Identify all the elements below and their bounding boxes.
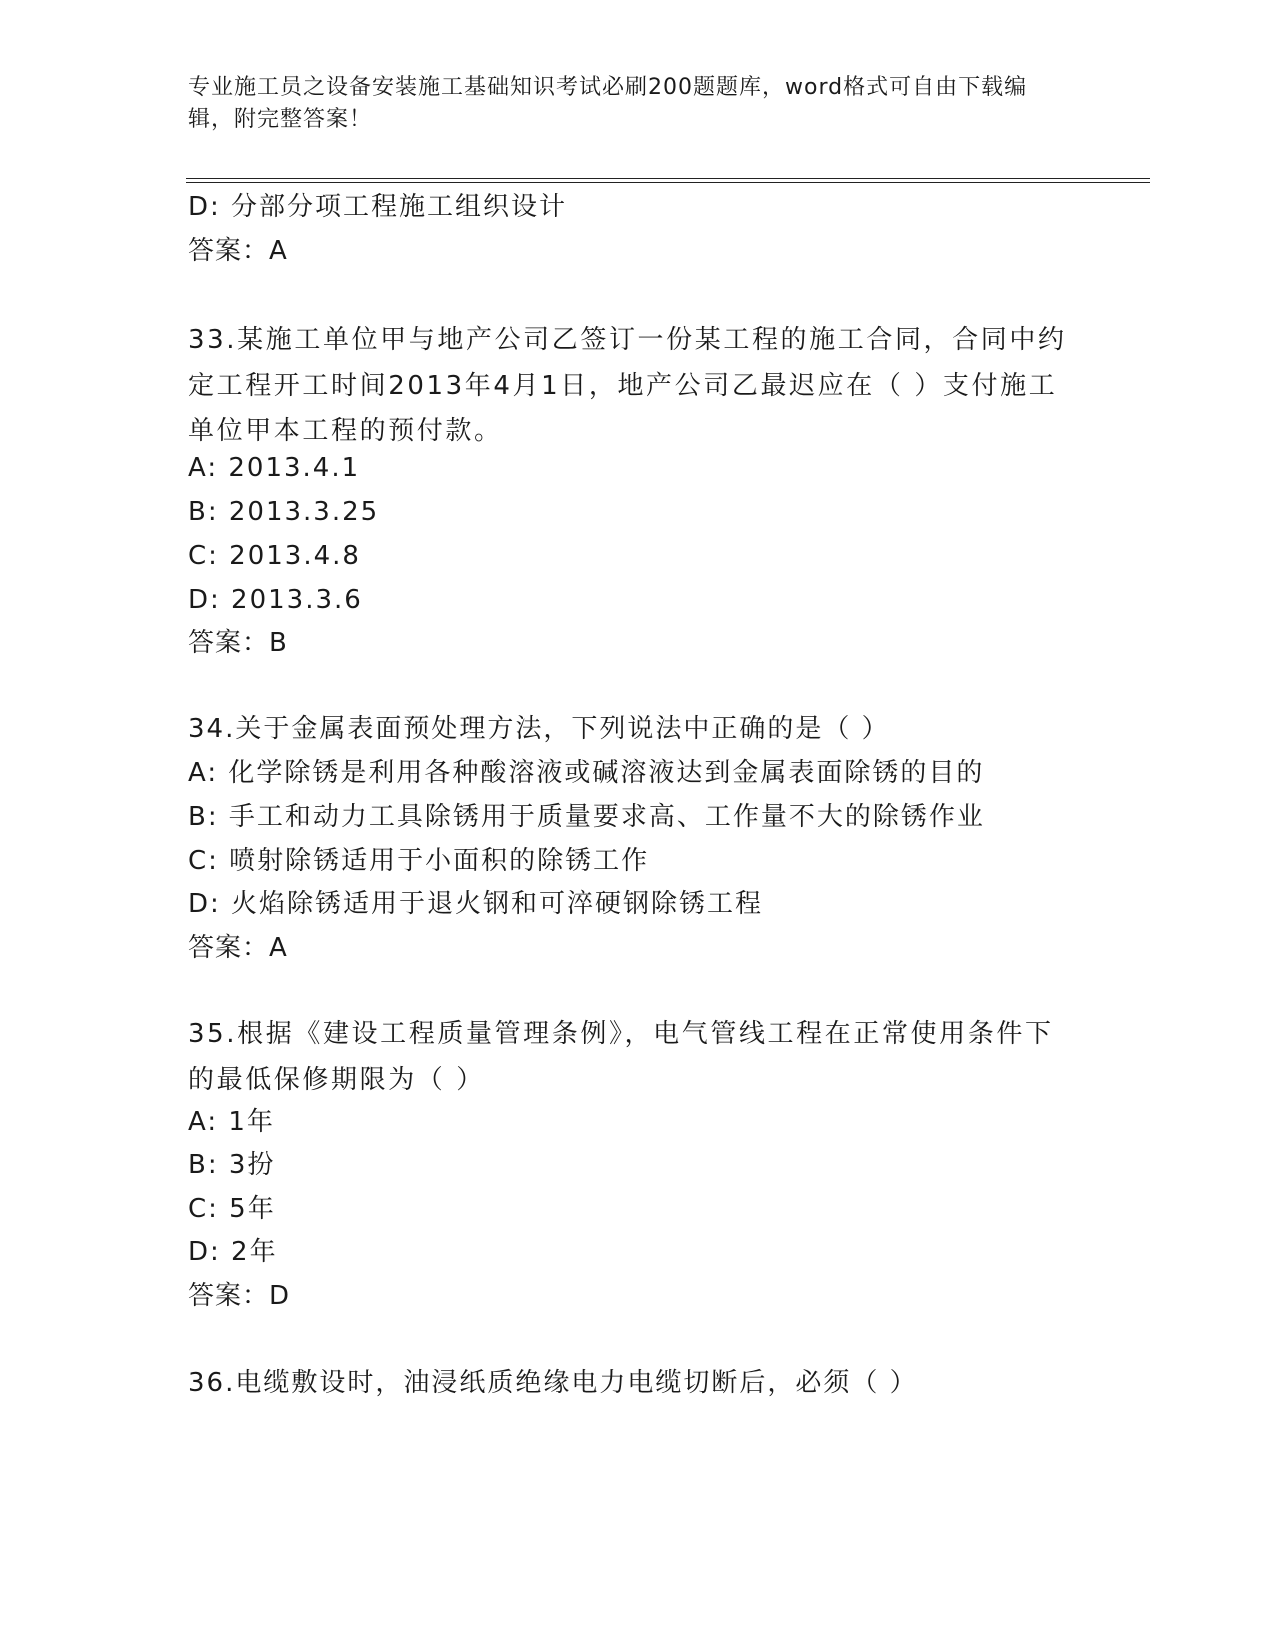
- header-divider-top: [186, 178, 1150, 179]
- question-35-option-c: C: 5年: [188, 1194, 276, 1224]
- question-34-answer: 答案：A: [188, 933, 288, 963]
- question-35-stem: 35.根据《建设工程质量管理条例》，电气管线工程在正常使用条件下的最低保修期限为（ ）: [188, 1019, 1054, 1095]
- question-34-stem: 34.关于金属表面预处理方法，下列说法中正确的是（ ）: [188, 714, 890, 744]
- header-divider-bottom: [186, 182, 1150, 183]
- question-35-option-d: D: 2年: [188, 1237, 278, 1267]
- question-34-option-c: C: 喷射除锈适用于小面积的除锈工作: [188, 846, 650, 876]
- question-35-option-a: A: 1年: [188, 1107, 275, 1137]
- question-34-option-b: B: 手工和动力工具除锈用于质量要求高、工作量不大的除锈作业: [188, 802, 985, 832]
- page-header: 专业施工员之设备安装施工基础知识考试必刷200题题库，word格式可自由下载编辑，附完整答案！: [188, 75, 1028, 132]
- question-33-answer: 答案：B: [188, 628, 288, 658]
- option-d-prev: D: 分部分项工程施工组织设计: [188, 192, 568, 222]
- answer-prev: 答案：A: [188, 236, 288, 266]
- question-36-stem: 36.电缆敷设时，油浸纸质绝缘电力电缆切断后，必须（ ）: [188, 1368, 918, 1398]
- question-33-option-c: C: 2013.4.8: [188, 541, 361, 571]
- question-34-option-d: D: 火焰除锈适用于退火钢和可淬硬钢除锈工程: [188, 889, 764, 919]
- question-35-option-b: B: 3扮: [188, 1150, 276, 1180]
- question-33-stem: 33.某施工单位甲与地产公司乙签订一份某工程的施工合同，合同中约定工程开工时间2013年4月1日，地产公司乙最迟应在（ ）支付施工单位甲本工程的预付款。: [188, 325, 1067, 446]
- question-33-option-d: D: 2013.3.6: [188, 585, 363, 615]
- question-33-option-b: B: 2013.3.25: [188, 497, 380, 527]
- question-34-option-a: A: 化学除锈是利用各种酸溶液或碱溶液达到金属表面除锈的目的: [188, 758, 985, 788]
- question-33-option-a: A: 2013.4.1: [188, 453, 361, 483]
- question-35-answer: 答案：D: [188, 1281, 291, 1311]
